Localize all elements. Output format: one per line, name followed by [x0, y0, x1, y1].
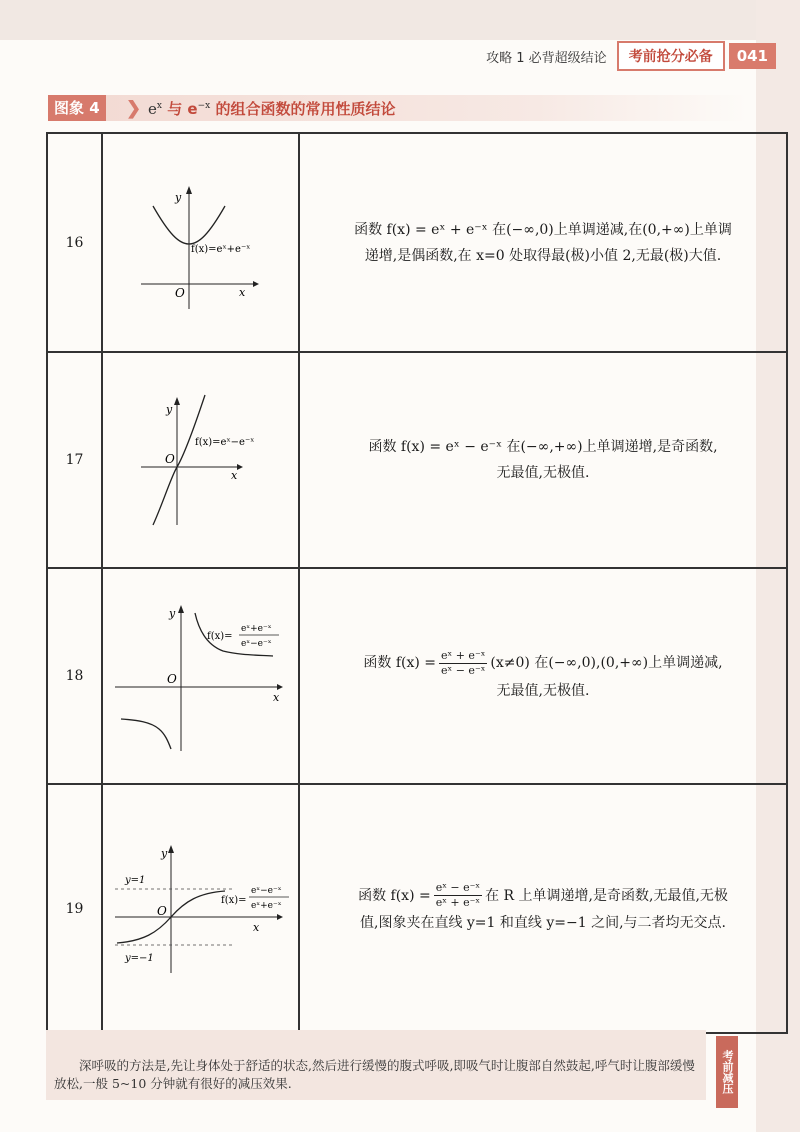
curve-coth-left — [121, 719, 171, 749]
curve-sinh — [153, 395, 205, 525]
x-label: x — [273, 691, 280, 704]
row-number: 19 — [47, 784, 102, 1033]
y-axis-arrow — [178, 605, 184, 613]
frac-numerator: eˣ − e⁻ˣ — [435, 881, 481, 894]
desc-line: 函数 f(x) = $\frac{\text{eˣ − e⁻ˣ}}{\text{eˣ + e⁻ˣ}}$ 在 R 上单调递增,是奇函数,无最值,无极 — [358, 881, 728, 909]
chevron-right-icon: ❯ — [126, 98, 142, 119]
function-label-lhs: f(x)= — [221, 895, 247, 906]
graph-sinh — [103, 353, 298, 563]
table-row — [47, 568, 787, 784]
desc-line: 值,图象夹在直线 y=1 和直线 y=−1 之间,与二者均无交点. — [360, 915, 726, 931]
desc-line: 无最值,无极值. — [496, 465, 590, 481]
frac-denominator: eˣ + e⁻ˣ — [435, 896, 481, 909]
side-tab: 考前减压 — [716, 1036, 738, 1108]
footer-tip: 深呼吸的方法是,先让身体处于舒适的状态,然后进行缓慢的腹式呼吸,即吸气时让腹部自然鼓起,呼气时让腹部缓慢放松,一般 5~10 分钟就有很好的减压效果. — [54, 1058, 695, 1091]
y-label: y — [166, 403, 173, 416]
desc-line: 函数 f(x) = eˣ + e⁻ˣ 在(−∞,0)上单调递减,在(0,+∞)上单调 — [354, 221, 732, 238]
graph-coth — [103, 569, 298, 779]
graph-cell — [102, 568, 299, 784]
section-badge: 考前抢分必备 — [617, 41, 725, 71]
x-axis-arrow — [237, 464, 243, 470]
y-axis-arrow — [186, 186, 192, 194]
graph-cell — [102, 784, 299, 1033]
y-axis-arrow — [174, 397, 180, 405]
function-label: f(x)=eˣ+e⁻ˣ — [191, 244, 251, 255]
function-label-numerator: eˣ+e⁻ˣ — [241, 624, 272, 634]
section-title-bar — [48, 95, 748, 121]
row-number: 18 — [47, 568, 102, 784]
section-title: $e^x$ 与 $e^{-x}$ 的组合函数的常用性质结论 — [148, 100, 396, 118]
x-label: x — [231, 469, 238, 482]
table-row — [47, 784, 787, 1033]
description — [299, 784, 787, 1033]
origin-label: O — [175, 286, 185, 300]
table-row — [47, 133, 787, 352]
function-label-denominator: eˣ+e⁻ˣ — [251, 901, 282, 911]
table-row — [47, 352, 787, 568]
description — [299, 352, 787, 568]
x-label: x — [239, 286, 246, 299]
function-label: f(x)=eˣ−e⁻ˣ — [195, 437, 255, 448]
origin-label: O — [165, 452, 175, 466]
breadcrumb: 攻略 1 必背超级结论 — [486, 50, 607, 66]
graph-cell — [102, 352, 299, 568]
page-number: 041 — [729, 43, 776, 69]
function-label-lhs: f(x)= — [207, 631, 233, 642]
origin-label: O — [157, 904, 167, 918]
desc-line: 函数 f(x) = $\frac{\text{eˣ + e⁻ˣ}}{\text{eˣ − e⁻ˣ}}$ (x≠0) 在(−∞,0),(0,+∞)上单调递减, — [363, 648, 723, 677]
x-axis-arrow — [277, 684, 283, 690]
top-strip — [0, 0, 800, 40]
desc-line: 无最值,无极值. — [496, 682, 590, 699]
function-label-denominator: eˣ−e⁻ˣ — [241, 639, 272, 649]
graph-tanh — [103, 785, 298, 1028]
y-label: y — [161, 847, 168, 860]
section-tag: 图象 4 — [48, 95, 106, 121]
y-axis-arrow — [168, 845, 174, 853]
x-axis-arrow — [253, 281, 259, 287]
running-header — [486, 40, 776, 72]
asymptote-lower-label: y=−1 — [125, 953, 154, 964]
frac-denominator: eˣ − e⁻ˣ — [441, 663, 486, 677]
origin-label: O — [167, 672, 177, 686]
frac-numerator: eˣ + e⁻ˣ — [441, 648, 486, 662]
graph-cosh — [103, 134, 298, 347]
conclusion-table — [46, 132, 788, 1034]
desc-line: 递增,是偶函数,在 x=0 处取得最(极)小值 2,无最(极)大值. — [364, 247, 722, 264]
row-number: 16 — [47, 133, 102, 352]
graph-cell — [102, 133, 299, 352]
asymptote-upper-label: y=1 — [125, 875, 146, 886]
description — [299, 133, 787, 352]
function-label-numerator: eˣ−e⁻ˣ — [251, 886, 282, 896]
x-axis-arrow — [277, 914, 283, 920]
row-number: 17 — [47, 352, 102, 568]
y-label: y — [175, 191, 182, 204]
desc-line: 函数 f(x) = eˣ − e⁻ˣ 在(−∞,+∞)上单调递增,是奇函数, — [368, 439, 718, 455]
x-label: x — [253, 921, 260, 934]
description — [299, 568, 787, 784]
y-label: y — [169, 607, 176, 620]
